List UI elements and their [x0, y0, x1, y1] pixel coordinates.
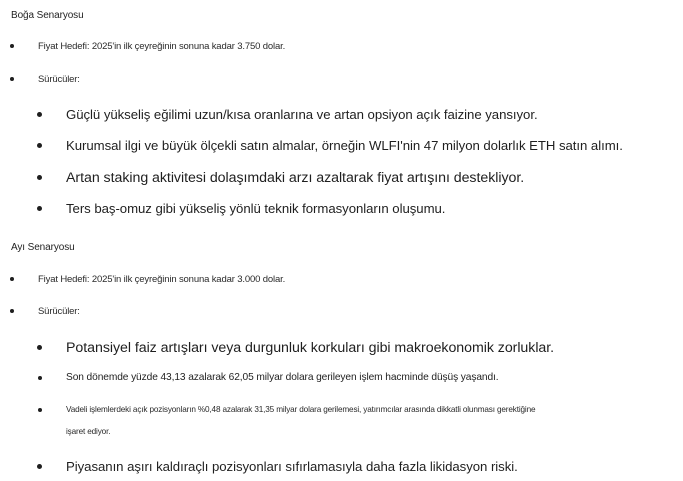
bull-price-target: Fiyat Hedefi: 2025'in ilk çeyreğinin sonuna kadar 3.750 dolar.: [38, 41, 286, 52]
bullet-icon: [10, 309, 14, 313]
bullet-icon: [37, 206, 42, 211]
bull-driver-item: Ters baş-omuz gibi yükseliş yönlü teknik formasyonların oluşumu.: [66, 201, 446, 216]
bullet-icon: [37, 345, 42, 350]
bullet-icon: [10, 44, 14, 48]
bullet-icon: [10, 77, 14, 81]
bear-driver-item: Son dönemde yüzde 43,13 azalarak 62,05 milyar dolara gerileyen işlem hacminde düşüş yaşandı.: [66, 372, 499, 383]
bear-heading: Ayı Senaryosu: [11, 242, 75, 253]
bullet-icon: [37, 143, 42, 148]
bull-heading: Boğa Senaryosu: [11, 10, 84, 21]
bear-price-target: Fiyat Hedefi: 2025'in ilk çeyreğinin sonuna kadar 3.000 dolar.: [38, 274, 286, 285]
bullet-icon: [10, 277, 14, 281]
bullet-icon: [37, 112, 42, 117]
bear-driver-item: Piyasanın aşırı kaldıraçlı pozisyonları sıfırlamasıyla daha fazla likidasyon riski.: [66, 459, 518, 474]
bullet-icon: [38, 408, 42, 412]
bull-driver-item: Artan staking aktivitesi dolaşımdaki arzı azaltarak fiyat artışını destekliyor.: [66, 170, 525, 186]
bullet-icon: [37, 464, 42, 469]
bear-drivers-label: Sürücüler:: [38, 306, 80, 317]
bull-drivers-label: Sürücüler:: [38, 74, 80, 85]
bullet-icon: [37, 175, 42, 180]
bull-driver-item: Kurumsal ilgi ve büyük ölçekli satın almalar, örneğin WLFI'nin 47 milyon dolarlık ETH satın alımı.: [66, 138, 623, 153]
bear-driver-item-continued: işaret ediyor.: [66, 427, 111, 436]
bear-driver-item: Potansiyel faiz artışları veya durgunluk korkuları gibi makroekonomik zorluklar.: [66, 340, 555, 356]
bullet-icon: [38, 376, 42, 380]
bear-driver-item: Vadeli işlemlerdeki açık pozisyonların %0,48 azalarak 31,35 milyar dolara gerilemesi, yatırımcılar arasında dikkatli olunması gerektiğine: [66, 405, 536, 414]
bull-driver-item: Güçlü yükseliş eğilimi uzun/kısa oranlarına ve artan opsiyon açık faizine yansıyor.: [66, 107, 538, 122]
